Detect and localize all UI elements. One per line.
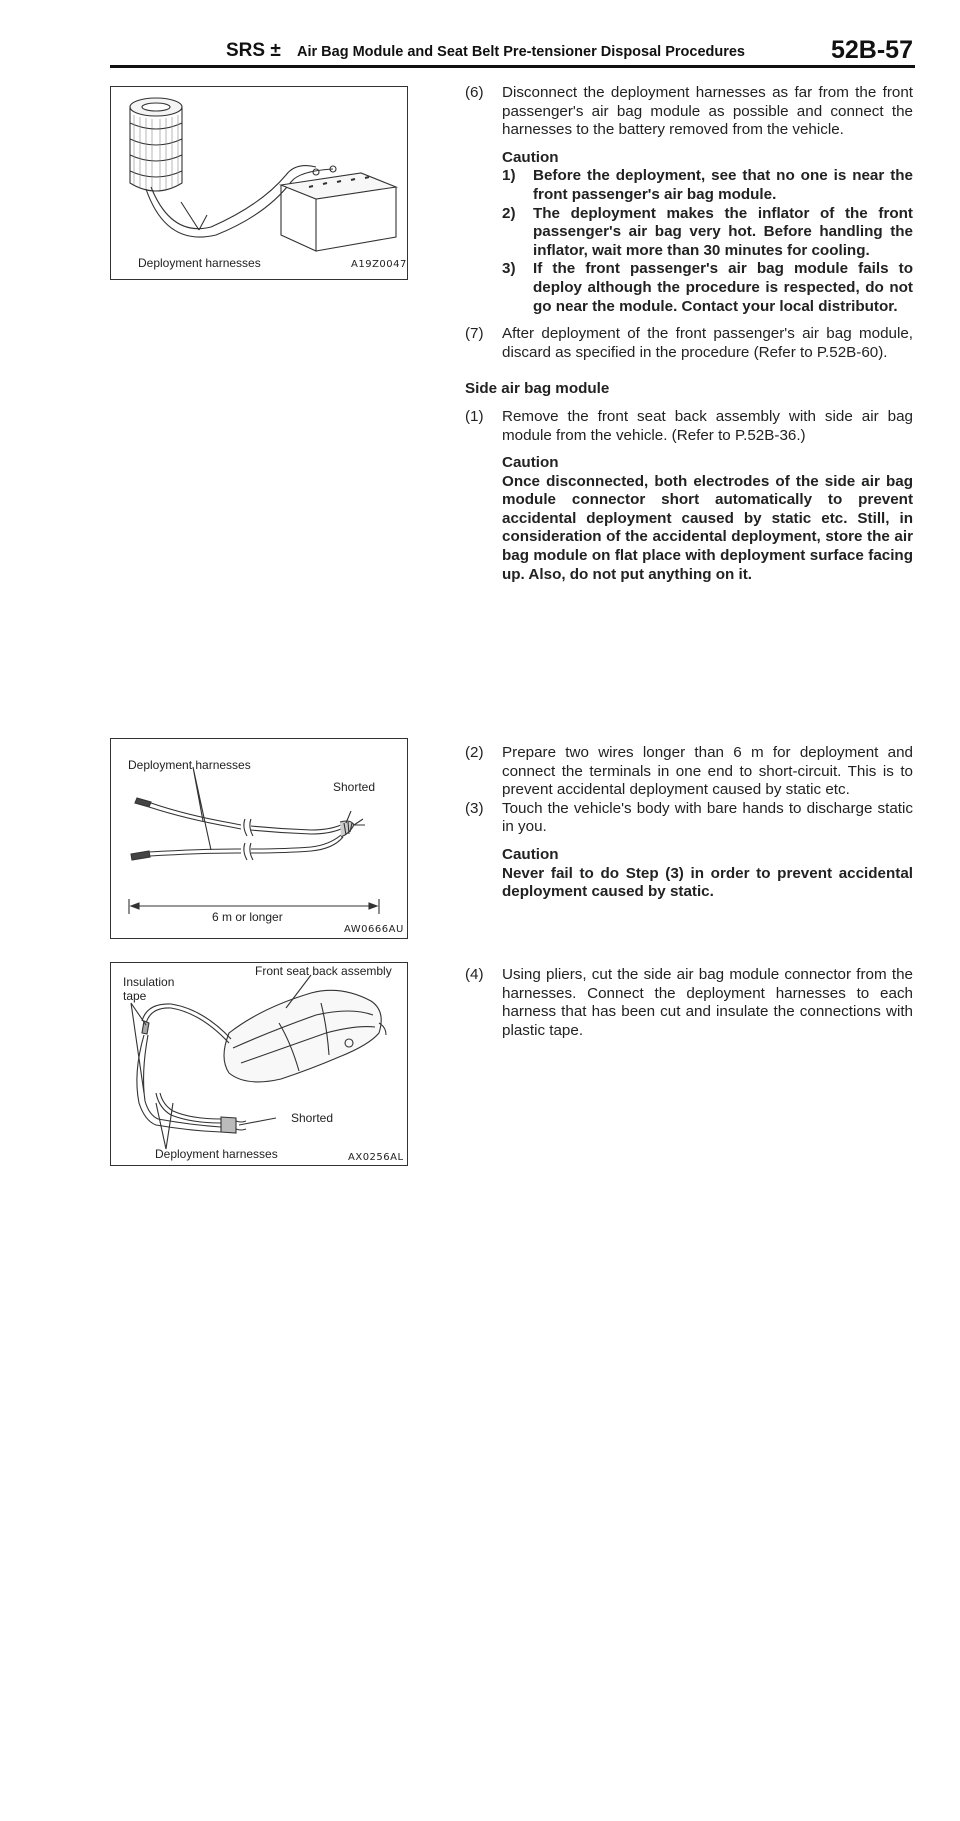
- figure-code: AW0666AU: [344, 924, 404, 935]
- page-header: [0, 30, 915, 70]
- caution-number: 1): [502, 167, 516, 185]
- label-deployment-harnesses: Deployment harnesses: [128, 758, 251, 772]
- figure-battery-connection: [110, 86, 408, 280]
- caution-text: Never fail to do Step (3) in order to prevent accidental deployment caused by static.: [502, 864, 913, 901]
- step-text: Remove the front seat back assembly with side air bag module from the vehicle. (Refer to P.52B-36.): [502, 407, 913, 444]
- caution-text: Once disconnected, both electrodes of the side air bag module connector short automatically to prevent accidental deployment caused by static etc. Still, in consideration of the accidental deployment, store the air bag module on flat place with deployment surface facing up. Also, do not put anything on it.: [502, 472, 913, 583]
- header-section: SRS ±: [226, 40, 281, 61]
- caution-number: 3): [502, 260, 516, 278]
- header-title: Air Bag Module and Seat Belt Pre-tensioner Disposal Procedures: [297, 44, 745, 60]
- caution-item-2: [502, 205, 913, 261]
- caution-heading: Caution: [502, 454, 559, 472]
- header-rule: [110, 65, 915, 68]
- caution-text: If the front passenger's air bag module fails to deploy although the procedure is respected, do not go near the module. Contact your local distributor.: [533, 260, 913, 315]
- step-text: Using pliers, cut the side air bag module connector from the harnesses. Connect the deployment harnesses to each harness that has been cut and insulate the connections with plastic tape.: [502, 966, 913, 1039]
- label-insulation-line2: tape: [123, 989, 147, 1003]
- step-text: Prepare two wires longer than 6 m for deployment and connect the terminals in one end to short-circuit. This is to prevent accidental deployment caused by static etc.: [502, 744, 913, 799]
- label-insulation: [123, 975, 174, 1003]
- page-number: 52B-57: [831, 36, 913, 64]
- label-shorted: Shorted: [333, 780, 376, 794]
- step-text: After deployment of the front passenger's air bag module, discard as specified in the procedure (Refer to P.52B-60).: [502, 325, 913, 361]
- caution-number: 2): [502, 204, 516, 222]
- text-block-3: [465, 966, 913, 1040]
- step-text: Touch the vehicle's body with bare hands to discharge static in you.: [502, 799, 913, 836]
- step-1: [465, 408, 913, 445]
- label-insulation-line1: Insulation: [123, 975, 175, 989]
- caution-item-3: [502, 260, 913, 316]
- step-number: (6): [465, 84, 484, 101]
- caution-text: Before the deployment, see that no one is near the front passenger's air bag module.: [533, 167, 913, 203]
- figure-seat-back: [110, 962, 408, 1166]
- figure-deployment-wires: [110, 738, 408, 939]
- caution-heading: Caution: [502, 845, 559, 863]
- label-deployment-harnesses: Deployment harnesses: [138, 256, 261, 270]
- step-3: [465, 800, 913, 837]
- text-block-2: [465, 744, 913, 902]
- step-number: (1): [465, 407, 484, 425]
- label-deployment-harnesses: Deployment harnesses: [155, 1147, 278, 1161]
- label-front-seat-back: Front seat back assembly: [255, 964, 392, 978]
- figure-code: A19Z0047: [351, 259, 407, 270]
- section-heading: Side air bag module: [465, 380, 610, 398]
- step-6: [465, 84, 913, 140]
- step-text: Disconnect the deployment harnesses as far from the front passenger's air bag module as possible and connect the harnesses to the battery removed from the vehicle.: [502, 84, 913, 139]
- step-7: [465, 325, 913, 362]
- label-shorted: Shorted: [291, 1111, 334, 1125]
- caution-text: The deployment makes the inflator of the front passenger's air bag very hot. Before handling the inflator, wait more than 30 minutes for cooling.: [533, 204, 913, 259]
- text-block-1: [465, 84, 913, 584]
- step-number: (4): [465, 966, 484, 983]
- battery-illustration: [111, 87, 409, 281]
- step-number: (7): [465, 325, 484, 343]
- caution-item-1: [502, 167, 913, 204]
- step-4: [465, 966, 913, 1040]
- label-length: 6 m or longer: [212, 910, 283, 924]
- step-number: (3): [465, 799, 484, 817]
- step-2: [465, 744, 913, 800]
- step-number: (2): [465, 744, 484, 761]
- figure-code: AX0256AL: [348, 1152, 404, 1163]
- caution-heading: Caution: [502, 148, 559, 166]
